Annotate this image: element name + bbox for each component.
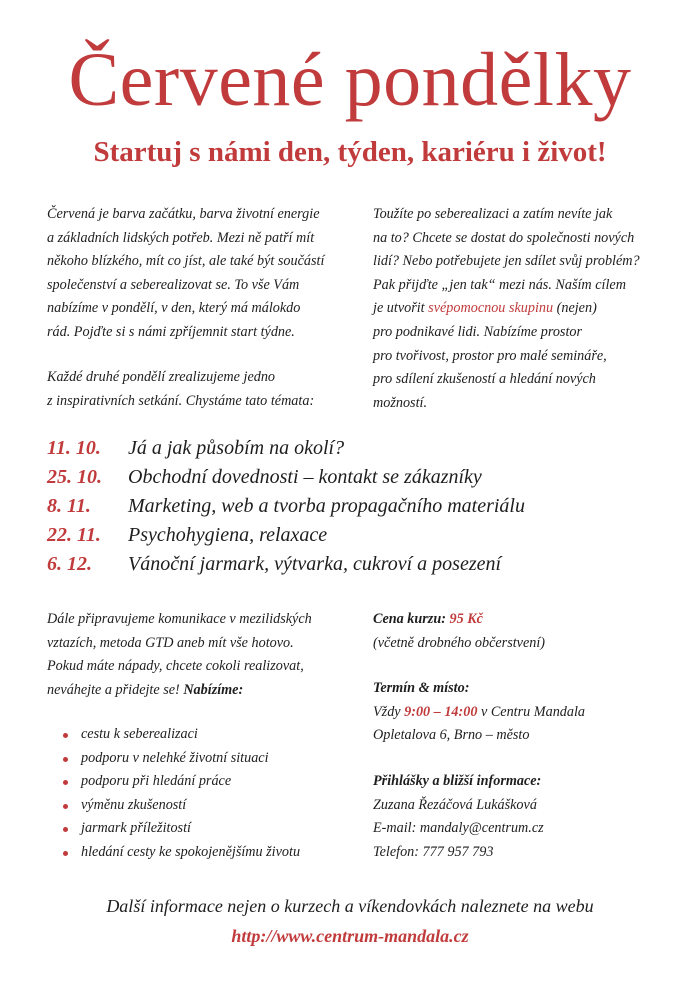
self-help-paragraph (373, 203, 663, 415)
contact-block (373, 770, 673, 864)
term-label: Termín & místo: (373, 680, 470, 696)
schedule-topic: Já a jak působím na okolí? (128, 437, 345, 459)
footer-link[interactable]: http://www.centrum-mandala.cz (231, 926, 469, 946)
list-item-label: výměnu zkušeností (81, 796, 187, 813)
offer-text: Dále připravujeme komunikace v mezilidských vztazích, metoda GTD aneb mít vše hotovo. Pokud máte nápady, chcete cokoli realizovat, neváhejte a přidejte se! (47, 611, 312, 698)
list-item (63, 723, 300, 747)
price-note: (včetně drobného občerstvení) (373, 634, 546, 651)
bullet-icon (63, 804, 68, 809)
bullet-icon (63, 780, 68, 785)
contact-name: Zuzana Řezáčová Lukášková (373, 796, 537, 813)
schedule-item (47, 437, 667, 466)
offer-lead: Nabízíme: (183, 681, 244, 698)
bullet-icon (63, 757, 68, 762)
schedule-date: 11. 10. (47, 437, 101, 459)
schedule-item (47, 466, 667, 495)
list-item (63, 841, 300, 865)
price-label: Cena kurzu: (373, 611, 446, 627)
list-item-label: cestu k seberealizaci (81, 726, 198, 742)
list-item-label: podporu v nelehké životní situaci (81, 749, 269, 766)
bullet-icon (63, 851, 68, 856)
schedule-date: 6. 12. (47, 553, 92, 575)
schedule-date: 8. 11. (47, 495, 91, 517)
page-title: Červené pondělky (68, 38, 632, 122)
price-block (373, 608, 673, 655)
schedule-item (47, 553, 667, 582)
list-item-label: hledání cesty ke spokojenějšímu životu (81, 843, 301, 860)
schedule-topic: Vánoční jarmark, výtvarka, cukroví a posezení (128, 553, 502, 575)
list-item (63, 794, 300, 818)
term-time: 9:00 – 14:00 (404, 703, 478, 720)
footer-text: Další informace nejen o kurzech a víkendovkách naleznete na webu (106, 896, 594, 916)
topics-intro-paragraph: Každé druhé pondělí zrealizujeme jedno z inspirativních setkání. Chystáme tato témata: (47, 369, 315, 409)
self-help-group-highlight: svépomocnou skupinu (428, 300, 554, 317)
contact-phone: Telefon: 777 957 793 (373, 843, 494, 860)
schedule-topic: Obchodní dovednosti – kontakt se zákazníky (128, 466, 482, 488)
schedule-topic: Marketing, web a tvorba propagačního materiálu (128, 495, 525, 517)
term-suffix: v Centru Mandala (477, 703, 586, 720)
schedule-item (47, 524, 667, 553)
bullet-icon (63, 733, 68, 738)
list-item (63, 817, 300, 841)
page-subtitle: Startuj s námi den, týden, kariéru i život! (93, 136, 607, 168)
contact-label: Přihlášky a bližší informace: (373, 773, 542, 789)
contact-email[interactable]: E-mail: mandaly@centrum.cz (373, 820, 544, 837)
self-help-text-2: (nejen) pro podnikavé lidi. Nabízíme prostor pro tvořivost, prostor pro malé semináře, pro sdílení zkušeností a hledání nových možností. (373, 300, 607, 411)
list-item (63, 747, 300, 771)
term-prefix: Vždy (373, 703, 405, 720)
list-item-label: podporu při hledání práce (81, 773, 232, 790)
schedule-date: 25. 10. (47, 466, 102, 488)
schedule-date: 22. 11. (47, 524, 101, 546)
term-block (373, 677, 673, 748)
bullet-icon (63, 827, 68, 832)
list-item-label: jarmark příležitostí (81, 820, 191, 837)
term-address: Opletalova 6, Brno – město (373, 727, 530, 744)
self-help-text-1: Toužíte po seberealizaci a zatím nevíte jak na to? Chcete se dostat do společnosti nových lidí? Nebo potřebujete jen sdílet svůj problém? Pak přijďte „jen tak“ mezi nás. Naším cílem je utvořit (373, 206, 640, 317)
price-value: 95 Kč (449, 611, 483, 627)
list-item (63, 770, 300, 794)
offer-paragraph (47, 608, 347, 702)
schedule-item (47, 495, 667, 524)
intro-paragraph: Červená je barva začátku, barva životní energie a základních lidských potřeb. Mezi ně patří mít někoho blízkého, mít co jíst, ale také být součástí společenství a seberealizovat se. To vše Vám nabízíme v pondělí, v den, který má málokdo rád. Pojďte si s námi zpříjemnit start týdne. (47, 206, 325, 340)
offer-list (63, 723, 300, 865)
schedule-list (47, 437, 667, 582)
schedule-topic: Psychohygiena, relaxace (128, 524, 328, 546)
